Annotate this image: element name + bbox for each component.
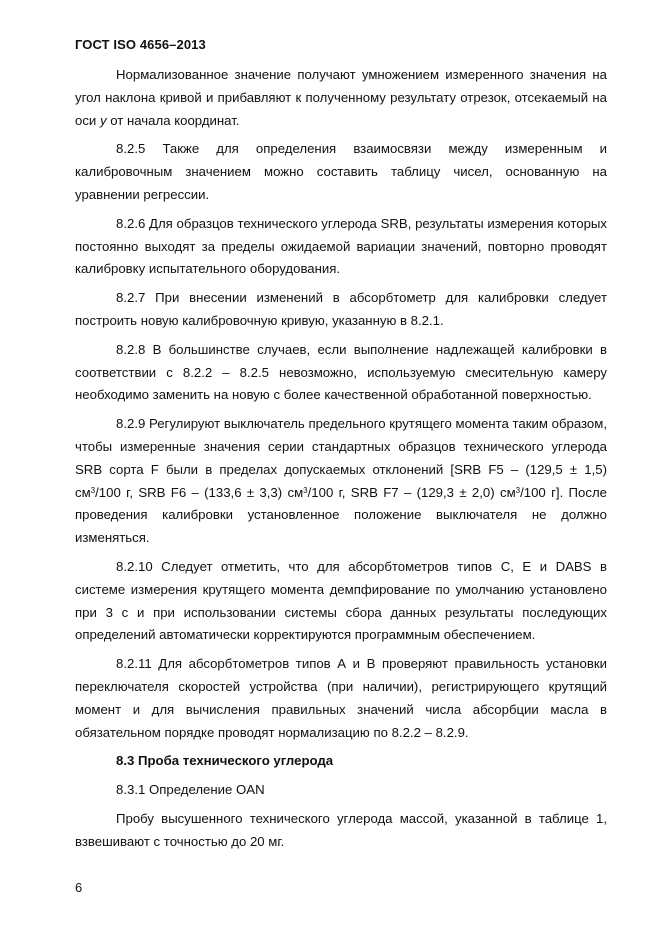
variable-y: у: [99, 112, 107, 128]
paragraph-normalized-value: Нормализованное значение получают умножением измеренного значения на угол наклона кривой и прибавляют к полученному результату отрезок, отсекаемый на оси у от начала координат.: [75, 67, 607, 128]
superscript-3: 3: [90, 485, 96, 495]
paragraph-sample-weighing: Пробу высушенного технического углерода массой, указанной в таблице 1, взвешивают с точностью до 20 мг.: [75, 810, 607, 849]
paragraph-8-2-5: 8.2.5 Также для определения взаимосвязи между измеренным и калибровочным значением можно составить таблицу чисел, основанную на уравнении регрессии.: [75, 141, 607, 202]
page-number: 6: [75, 880, 83, 895]
superscript-3: 3: [515, 485, 521, 495]
paragraph-8-2-10: 8.2.10 Следует отметить, что для абсорбтометров типов С, Е и DABS в системе измерения крутящего момента демпфирование по умолчанию установлено при 3 с и при использовании системы сбора данных результаты последующих определений автоматически корректируются программным обеспечением.: [75, 558, 607, 643]
section-heading-8-3: 8.3 Проба технического углерода: [116, 753, 334, 769]
paragraph-8-2-9: 8.2.9 Регулируют выключатель предельного крутящего момента таким образом, чтобы измеренные значения серии стандартных образцов технического углерода SRB сорта F были в пределах допускаемых отклонений [SRB F5 – (129,5 ± 1,5) $см^3/100$ г, SRB F6 – (133,6 ± 3,3) $см^3/100$ г, SRB F7 – (129,3 ± 2,0) $см^3/100$ г]. После проведения калибровки установленное положение выключателя не должно изменяться.: [75, 416, 607, 546]
document-body: [75, 64, 607, 860]
superscript-3: 3: [303, 485, 308, 495]
paragraph-8-2-6: 8.2.6 Для образцов технического углерода SRB, результаты измерения которых постоянно выходят за пределы ожидаемой вариации значений, повторно проводят калибровку испытательного оборудования.: [75, 215, 607, 277]
paragraph-8-2-7: 8.2.7 При внесении изменений в абсорбтометр для калибровки следует построить новую калибровочную кривую, указанную в 8.2.1.: [75, 290, 607, 328]
paragraph-8-2-8: 8.2.8 В большинстве случаев, если выполнение надлежащей калибровки в соответствии с 8.2.2 – 8.2.5 невозможно, используемую смесительную камеру необходимо заменить на новую с более качественной обработанной поверхностью.: [75, 341, 607, 403]
paragraph-8-2-11: 8.2.11 Для абсорбтометров типов А и В проверяют правильность установки переключателя скоростей устройства (при наличии), регистрирующего крутящий момент и для вычисления правильных значений числа абсорбции масла в обязательном порядке проводят нормализацию по 8.2.2 – 8.2.9.: [75, 656, 607, 740]
paragraph-8-3-1: 8.3.1 Определение OAN: [116, 782, 265, 798]
document-header: ГОСТ ISO 4656–2013: [75, 37, 206, 52]
